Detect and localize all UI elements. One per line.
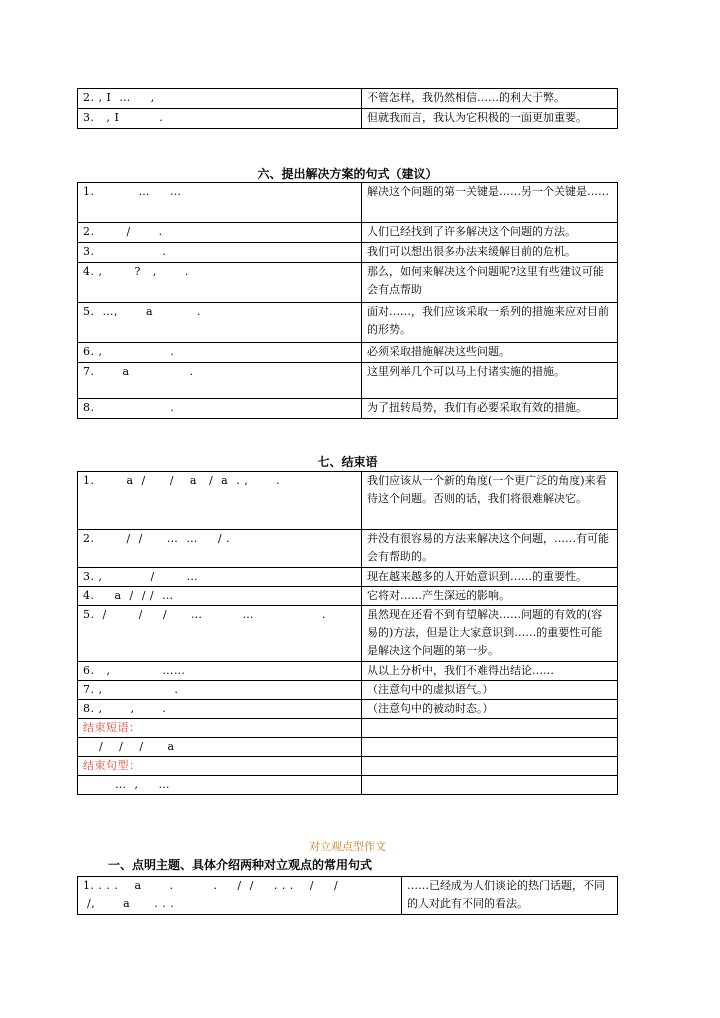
chinese-cell: （注意句中的虚拟语气。） xyxy=(362,681,618,700)
chinese-cell: 并没有很容易的方法来解决这个问题，……有可能会有帮助的。 xyxy=(362,530,618,568)
table-opposing-views xyxy=(77,876,618,915)
chinese-cell: 必须采取措施解决这些问题。 xyxy=(362,343,618,363)
table-row xyxy=(78,109,618,129)
closing-phrases-label: 结束短语： xyxy=(78,719,362,738)
english-cell: 2. , I … , xyxy=(78,89,362,109)
chinese-cell: 现在越来越多的人开始意识到……的重要性。 xyxy=(362,568,618,587)
chinese-cell: 从以上分析中，我们不难得出结论…… xyxy=(362,662,618,681)
table-section-6 xyxy=(77,182,618,419)
table-row xyxy=(78,568,618,587)
chinese-cell: 它将对……产生深远的影响。 xyxy=(362,587,618,606)
english-cell: 1. a / / a / a . , . xyxy=(78,472,362,530)
chinese-cell: 我们可以想出很多办法来缓解目前的危机。 xyxy=(362,243,618,263)
table-section-7 xyxy=(77,471,618,795)
table-row xyxy=(78,89,618,109)
table-row xyxy=(78,530,618,568)
subsection-1-title: 一、点明主题、具体介绍两种对立观点的常用句式 xyxy=(108,858,373,872)
english-cell: 7. a . xyxy=(78,363,362,399)
chinese-cell: 解决这个问题的第一关键是……另一个关键是…… xyxy=(362,183,618,223)
english-cell: 6. , …… xyxy=(78,662,362,681)
table-row xyxy=(78,700,618,719)
english-cell: 7. , . xyxy=(78,681,362,700)
table-row xyxy=(78,263,618,303)
chinese-cell: 我们应该从一个新的角度(一个更广泛的角度)来看待这个问题。否则的话，我们将很难解决它。 xyxy=(362,472,618,530)
english-cell: 3. . xyxy=(78,243,362,263)
english-cell: 4. a / / / … xyxy=(78,587,362,606)
english-cell: 4. , ? , . xyxy=(78,263,362,303)
chinese-cell: 为了扭转局势，我们有必要采取有效的措施。 xyxy=(362,399,618,419)
table-row xyxy=(78,757,618,776)
section-6-title: 六、提出解决方案的句式（建议） xyxy=(257,167,438,181)
english-cell: 8. . xyxy=(78,399,362,419)
chinese-cell xyxy=(362,776,618,795)
table-row xyxy=(78,877,618,915)
english-cell: / / / a xyxy=(78,738,362,757)
table-row xyxy=(78,738,618,757)
table-row xyxy=(78,587,618,606)
table-row xyxy=(78,183,618,223)
table-row xyxy=(78,399,618,419)
chinese-cell: 这里列举几个可以马上付诸实施的措施。 xyxy=(362,363,618,399)
table-row xyxy=(78,681,618,700)
english-cell: 5. / / / … … . xyxy=(78,606,362,662)
chinese-cell: （注意句中的被动时态。） xyxy=(362,700,618,719)
table-row xyxy=(78,719,618,738)
chinese-cell xyxy=(362,757,618,776)
chinese-cell: 不管怎样，我仍然相信……的利大于弊。 xyxy=(362,89,618,109)
table-row xyxy=(78,472,618,530)
english-cell: 1. … … xyxy=(78,183,362,223)
english-cell: … , … xyxy=(78,776,362,795)
chinese-cell xyxy=(362,738,618,757)
table-row xyxy=(78,776,618,795)
english-cell: 8. , , . xyxy=(78,700,362,719)
table-row xyxy=(78,343,618,363)
table-row xyxy=(78,606,618,662)
english-cell: 3. , / … xyxy=(78,568,362,587)
english-cell: 2. / / … … / . xyxy=(78,530,362,568)
table-row xyxy=(78,303,618,343)
chinese-cell: ……已经成为人们谈论的热门话题，不同的人对此有不同的看法。 xyxy=(402,877,618,915)
table-row xyxy=(78,662,618,681)
chinese-cell: 但就我而言，我认为它积极的一面更加重要。 xyxy=(362,109,618,129)
essay-type-title: 对立观点型作文 xyxy=(309,840,386,853)
table-top xyxy=(77,88,618,129)
table-row xyxy=(78,363,618,399)
section-7-title: 七、结束语 xyxy=(317,455,378,469)
english-cell: 6. , . xyxy=(78,343,362,363)
table-row xyxy=(78,223,618,243)
english-cell: 1. . . . a . . / / . . . / / /, a . . . xyxy=(78,877,402,915)
english-cell: 5. …, a . xyxy=(78,303,362,343)
closing-sentences-label: 结束句型： xyxy=(78,757,362,776)
chinese-cell: 人们已经找到了许多解决这个问题的方法。 xyxy=(362,223,618,243)
english-cell: 3. , I . xyxy=(78,109,362,129)
chinese-cell: 面对……，我们应该采取一系列的措施来应对目前的形势。 xyxy=(362,303,618,343)
chinese-cell: 虽然现在还看不到有望解决……问题的有效的(容易的)方法，但是让大家意识到……的重要性可能是解决这个问题的第一步。 xyxy=(362,606,618,662)
table-row xyxy=(78,243,618,263)
chinese-cell: 那么，如何来解决这个问题呢?这里有些建议可能会有点帮助 xyxy=(362,263,618,303)
chinese-cell xyxy=(362,719,618,738)
english-cell: 2. / . xyxy=(78,223,362,243)
